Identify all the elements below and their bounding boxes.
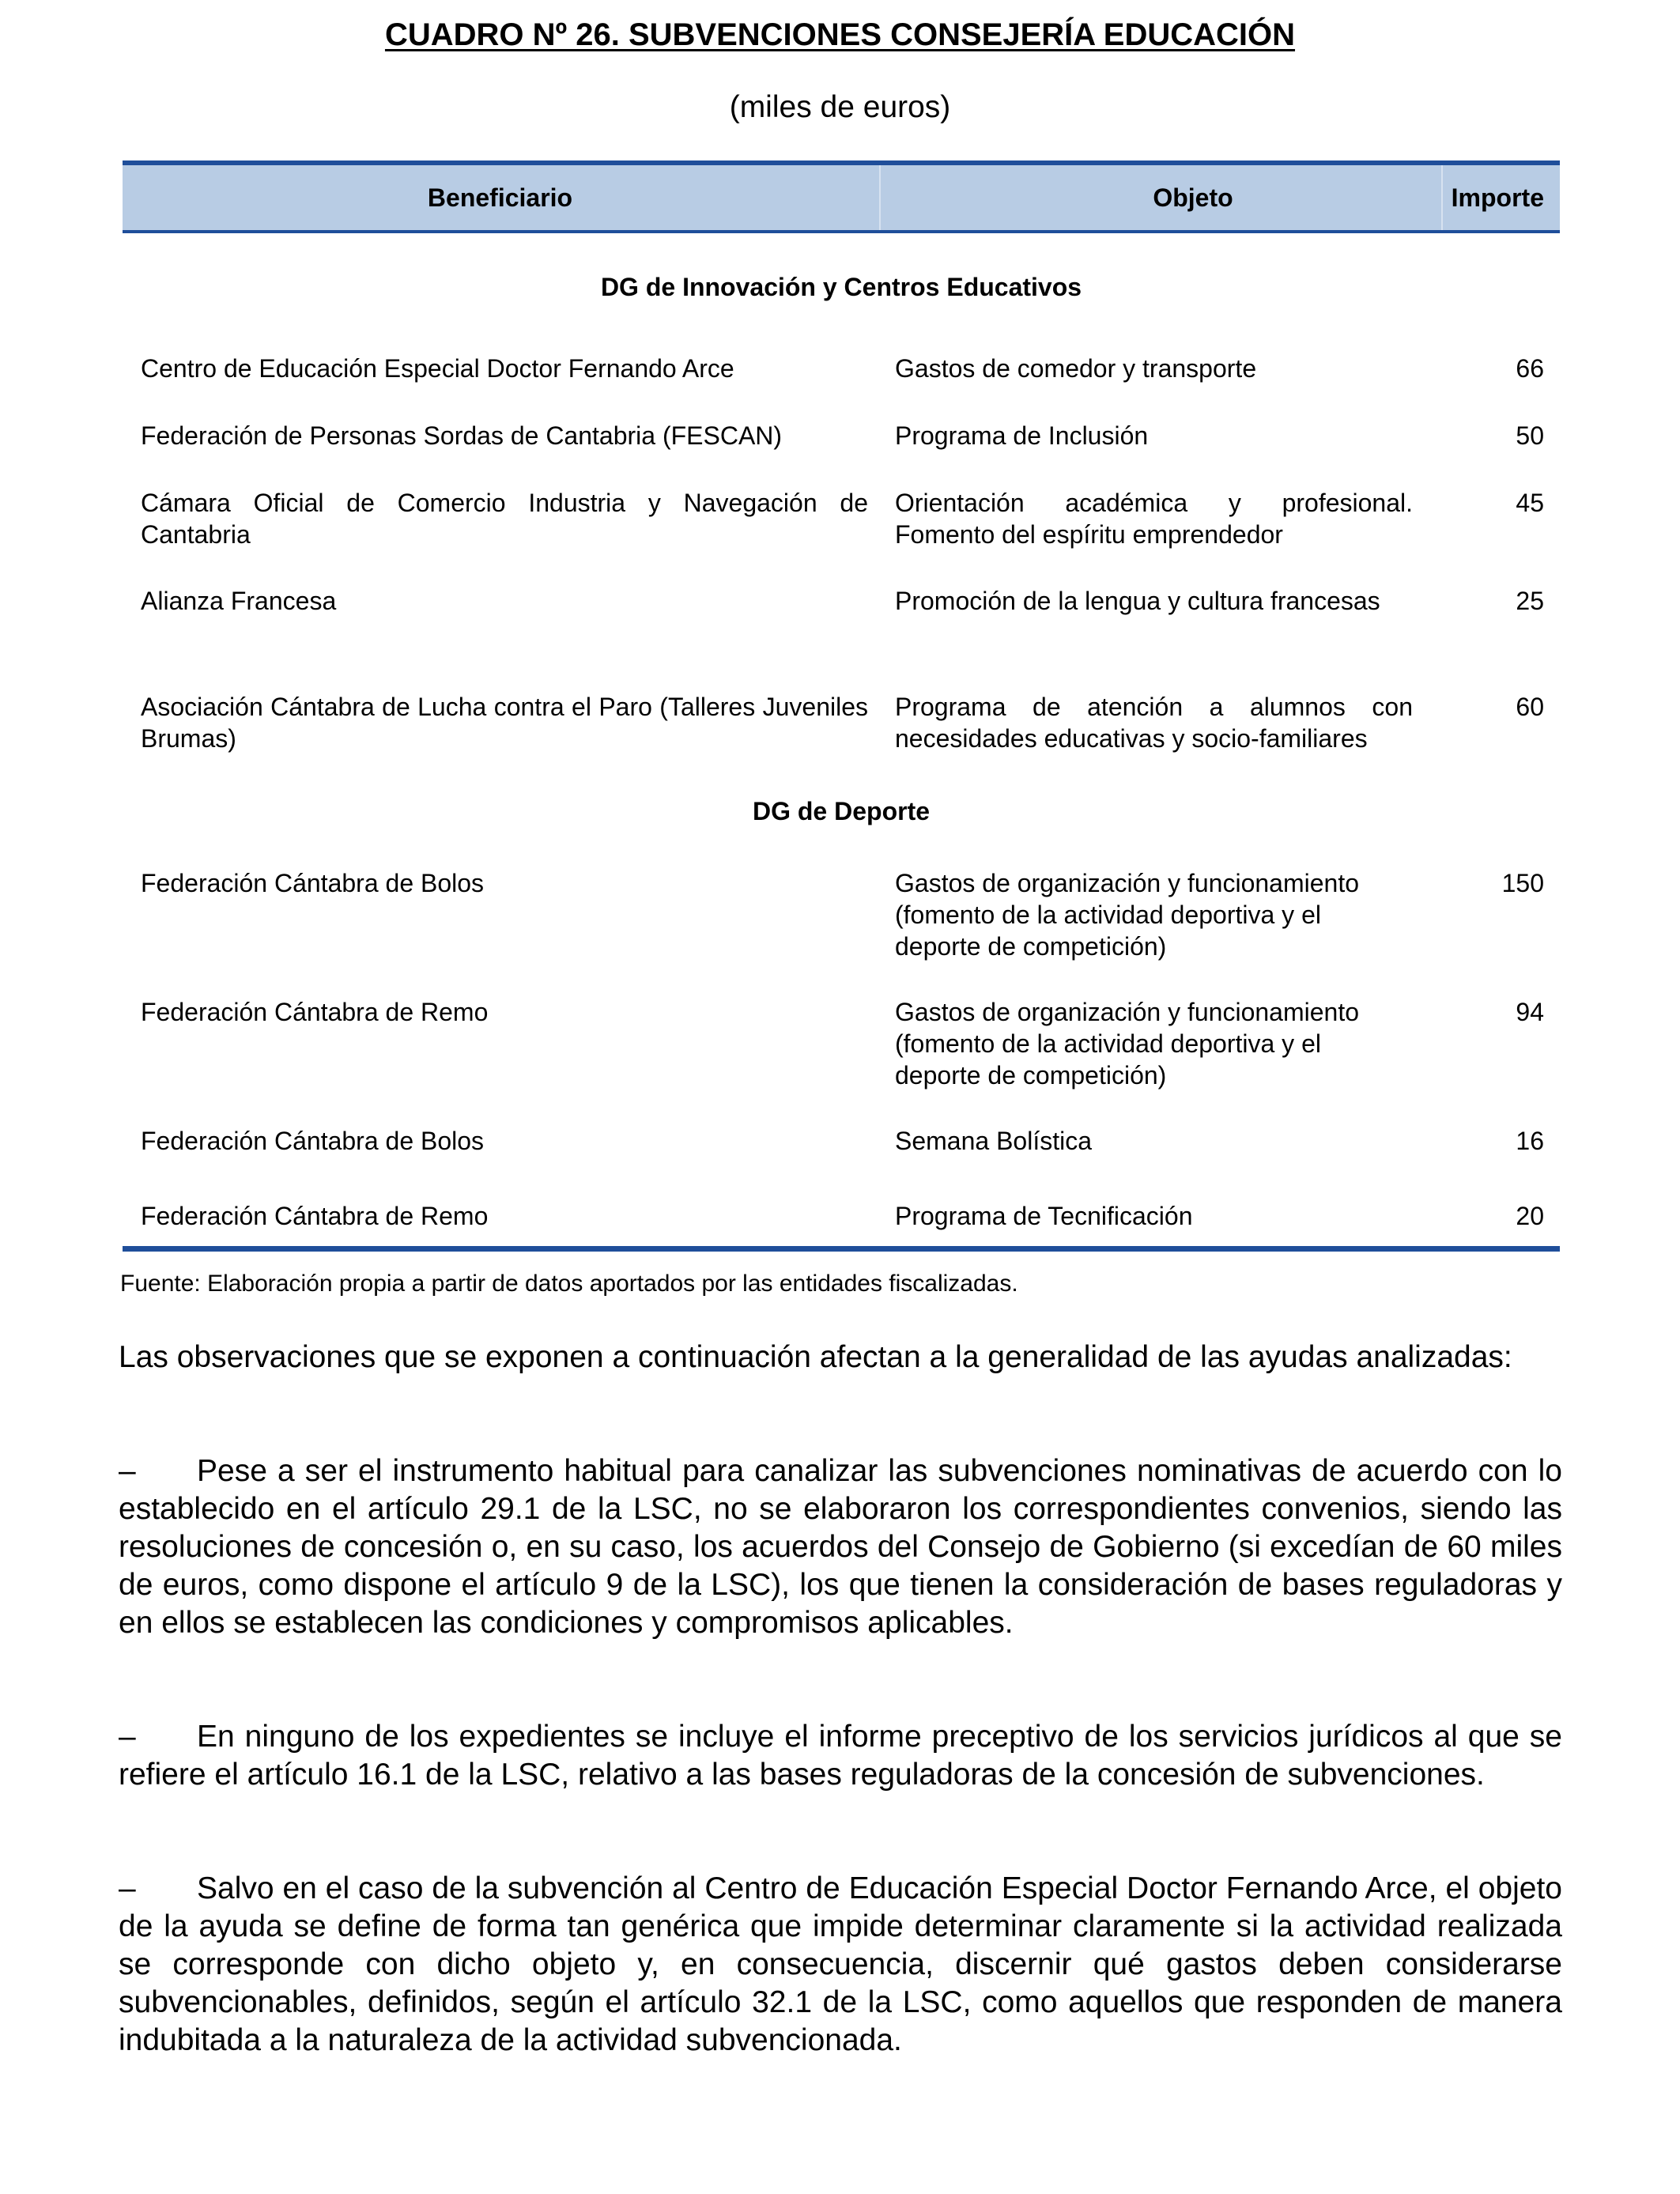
bullet-marker: – xyxy=(119,1871,136,1905)
cell-beneficiario: Cámara Oficial de Comercio Industria y Navegación de Cantabria xyxy=(141,489,868,549)
header-beneficiario: Beneficiario xyxy=(427,183,573,212)
bullet-paragraph xyxy=(119,1452,1562,1642)
cell-beneficiario: Federación Cántabra de Remo xyxy=(141,1202,489,1230)
table-bottom-rule xyxy=(123,1246,1560,1252)
cell-beneficiario: Asociación Cántabra de Lucha contra el Paro (Talleres Juveniles Brumas) xyxy=(141,693,868,753)
cell-objeto: Programa de atención a alumnos con necesidades educativas y socio-familiares xyxy=(895,693,1413,753)
cell-beneficiario: Federación Cántabra de Remo xyxy=(141,998,489,1026)
cell-importe: 45 xyxy=(1516,489,1544,517)
cell-objeto: Semana Bolística xyxy=(895,1127,1093,1155)
cell-beneficiario: Centro de Educación Especial Doctor Fernando Arce xyxy=(141,354,734,383)
bullet-marker: – xyxy=(119,1720,136,1754)
intro-paragraph: Las observaciones que se exponen a continuación afectan a la generalidad de las ayudas analizadas: xyxy=(119,1340,1512,1374)
group-title: DG de Innovación y Centros Educativos xyxy=(600,273,1082,301)
table-subtitle: (miles de euros) xyxy=(729,90,951,124)
bullet-paragraph xyxy=(119,1870,1562,2060)
cell-importe: 20 xyxy=(1516,1202,1544,1230)
cell-importe: 66 xyxy=(1516,354,1544,383)
group-title: DG de Deporte xyxy=(752,797,931,825)
cell-beneficiario: Federación Cántabra de Bolos xyxy=(141,1127,485,1155)
cell-importe: 60 xyxy=(1516,693,1544,721)
header-importe: Importe xyxy=(1451,183,1544,212)
bullet-text: Salvo en el caso de la subvención al Centro de Educación Especial Doctor Fernando Arce, el objeto de la ayuda se define de forma tan genérica que impide determinar claramente si la actividad realizada se corresponde con dicho objeto y, en consecuencia, discernir qué gastos deben considerarse subvencionables, definidos, según el artículo 32.1 de la LSC, como aquellos que responden de manera indubitada a la naturaleza de la actividad subvencionada. xyxy=(119,1871,1562,2057)
cell-importe: 25 xyxy=(1516,587,1544,615)
cell-objeto: Programa de Inclusión xyxy=(895,421,1149,450)
bullet-paragraph xyxy=(119,1718,1562,1794)
subsidies-table xyxy=(123,160,1560,1230)
cell-importe: 94 xyxy=(1516,998,1544,1026)
cell-beneficiario: Federación de Personas Sordas de Cantabria (FESCAN) xyxy=(141,421,783,450)
bullet-text: Pese a ser el instrumento habitual para canalizar las subvenciones nominativas de acuerdo con lo establecido en el artículo 29.1 de la LSC, no se elaboraron los correspondientes convenios, siendo las resoluciones de concesión o, en su caso, los acuerdos del Consejo de Gobierno (si excedían de 60 miles de euros, como dispone el artículo 9 de la LSC), los que tienen la consideración de bases reguladoras y en ellos se establecen las condiciones y compromisos aplicables. xyxy=(119,1454,1562,1640)
cell-importe: 150 xyxy=(1501,869,1544,897)
cell-objeto: Promoción de la lengua y cultura francesas xyxy=(895,587,1380,615)
table-header xyxy=(123,160,1560,233)
header-objeto: Objeto xyxy=(1153,183,1233,212)
table-title: CUADRO Nº 26. SUBVENCIONES CONSEJERÍA EDUCACIÓN xyxy=(384,17,1296,52)
cell-objeto: Gastos de organización y funcionamiento (fomento de la actividad deportiva y el deporte de competición) xyxy=(895,869,1360,961)
bullet-text: En ninguno de los expedientes se incluye el informe preceptivo de los servicios jurídicos al que se refiere el artículo 16.1 de la LSC, relativo a las bases reguladoras de la concesión de subvenciones. xyxy=(119,1720,1562,1792)
cell-objeto: Gastos de organización y funcionamiento (fomento de la actividad deportiva y el deporte de competición) xyxy=(895,998,1360,1089)
cell-beneficiario: Federación Cántabra de Bolos xyxy=(141,869,485,897)
cell-importe: 16 xyxy=(1516,1127,1544,1155)
bullet-marker: – xyxy=(119,1454,136,1488)
cell-objeto: Programa de Tecnificación xyxy=(895,1202,1193,1230)
cell-importe: 50 xyxy=(1516,421,1544,450)
cell-beneficiario: Alianza Francesa xyxy=(141,587,337,615)
cell-objeto: Gastos de comedor y transporte xyxy=(895,354,1257,383)
header-divider xyxy=(1441,165,1443,230)
source-note: Fuente: Elaboración propia a partir de datos aportados por las entidades fiscalizadas. xyxy=(120,1271,1018,1297)
cell-objeto: Orientación académica y profesional. Fomento del espíritu emprendedor xyxy=(895,489,1413,549)
